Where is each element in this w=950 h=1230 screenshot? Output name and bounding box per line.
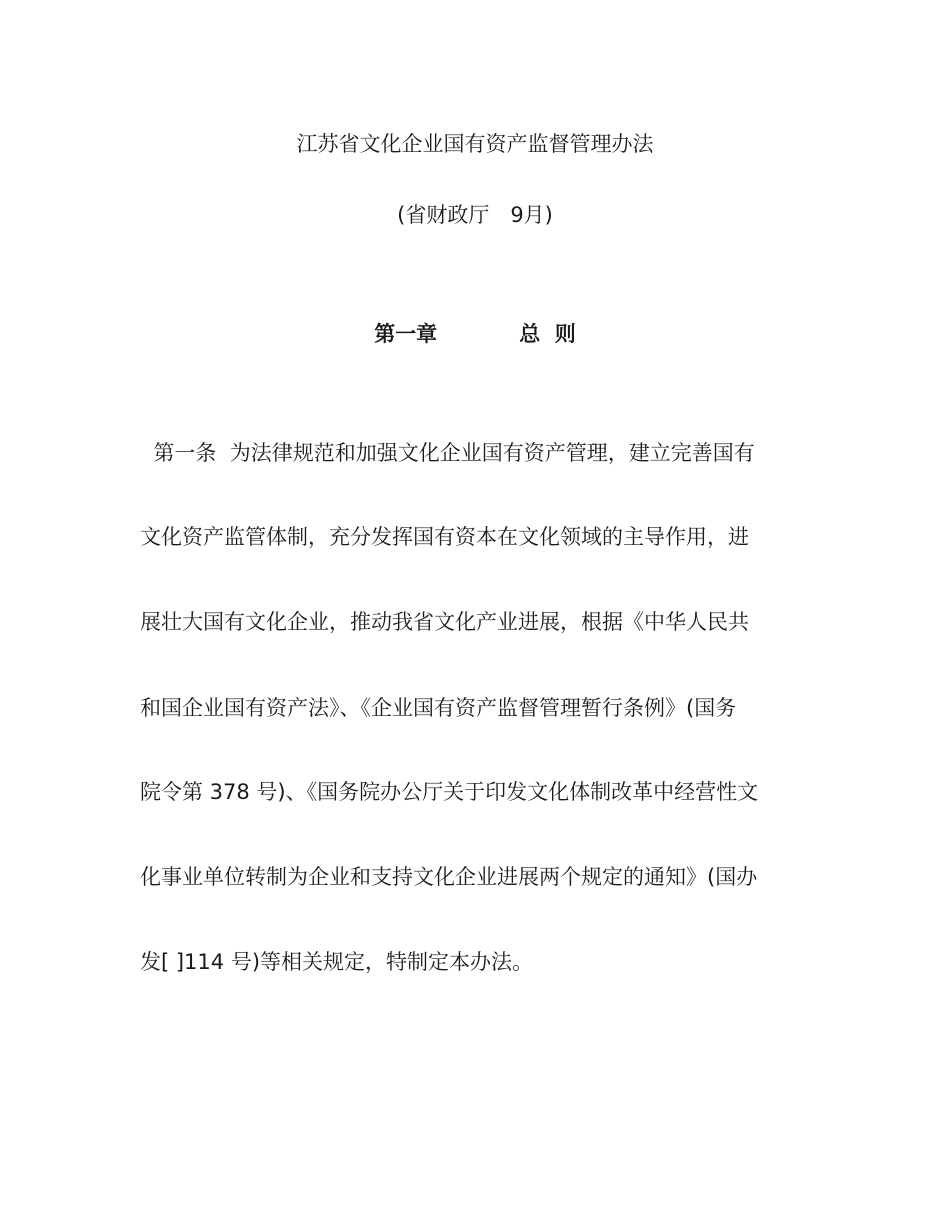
paragraph-line: 和国企业国有资产法》、《企业国有资产监督管理暂行条例》(国务 [140,696,737,720]
paragraph-line: 院令第 378 号)、《国务院办公厅关于印发文化体制改革中经营性文 [140,780,759,804]
paragraph-line: 文化资产监管体制，充分发挥国有资本在文化领域的主导作用，进 [140,525,749,549]
chapter-name: 总 则 [519,322,576,346]
paragraph-line: 化事业单位转制为企业和支持文化企业进展两个规定的通知》(国办 [140,865,758,889]
paragraph-line: 展壮大国有文化企业，推动我省文化产业进展，根据《中华人民共 [140,610,749,634]
document-subtitle: (省财政厅 9月) [397,203,553,227]
document-title: 江苏省文化企业国有资产监督管理办法 [296,132,654,156]
chapter-number: 第一章 [374,322,438,346]
paragraph-line: 发[ ]114 号)等相关规定，特制定本办法。 [140,950,534,974]
chapter-heading [0,318,950,350]
paragraph-line: 第一条 为法律规范和加强文化企业国有资产管理，建立完善国有 [140,441,755,465]
